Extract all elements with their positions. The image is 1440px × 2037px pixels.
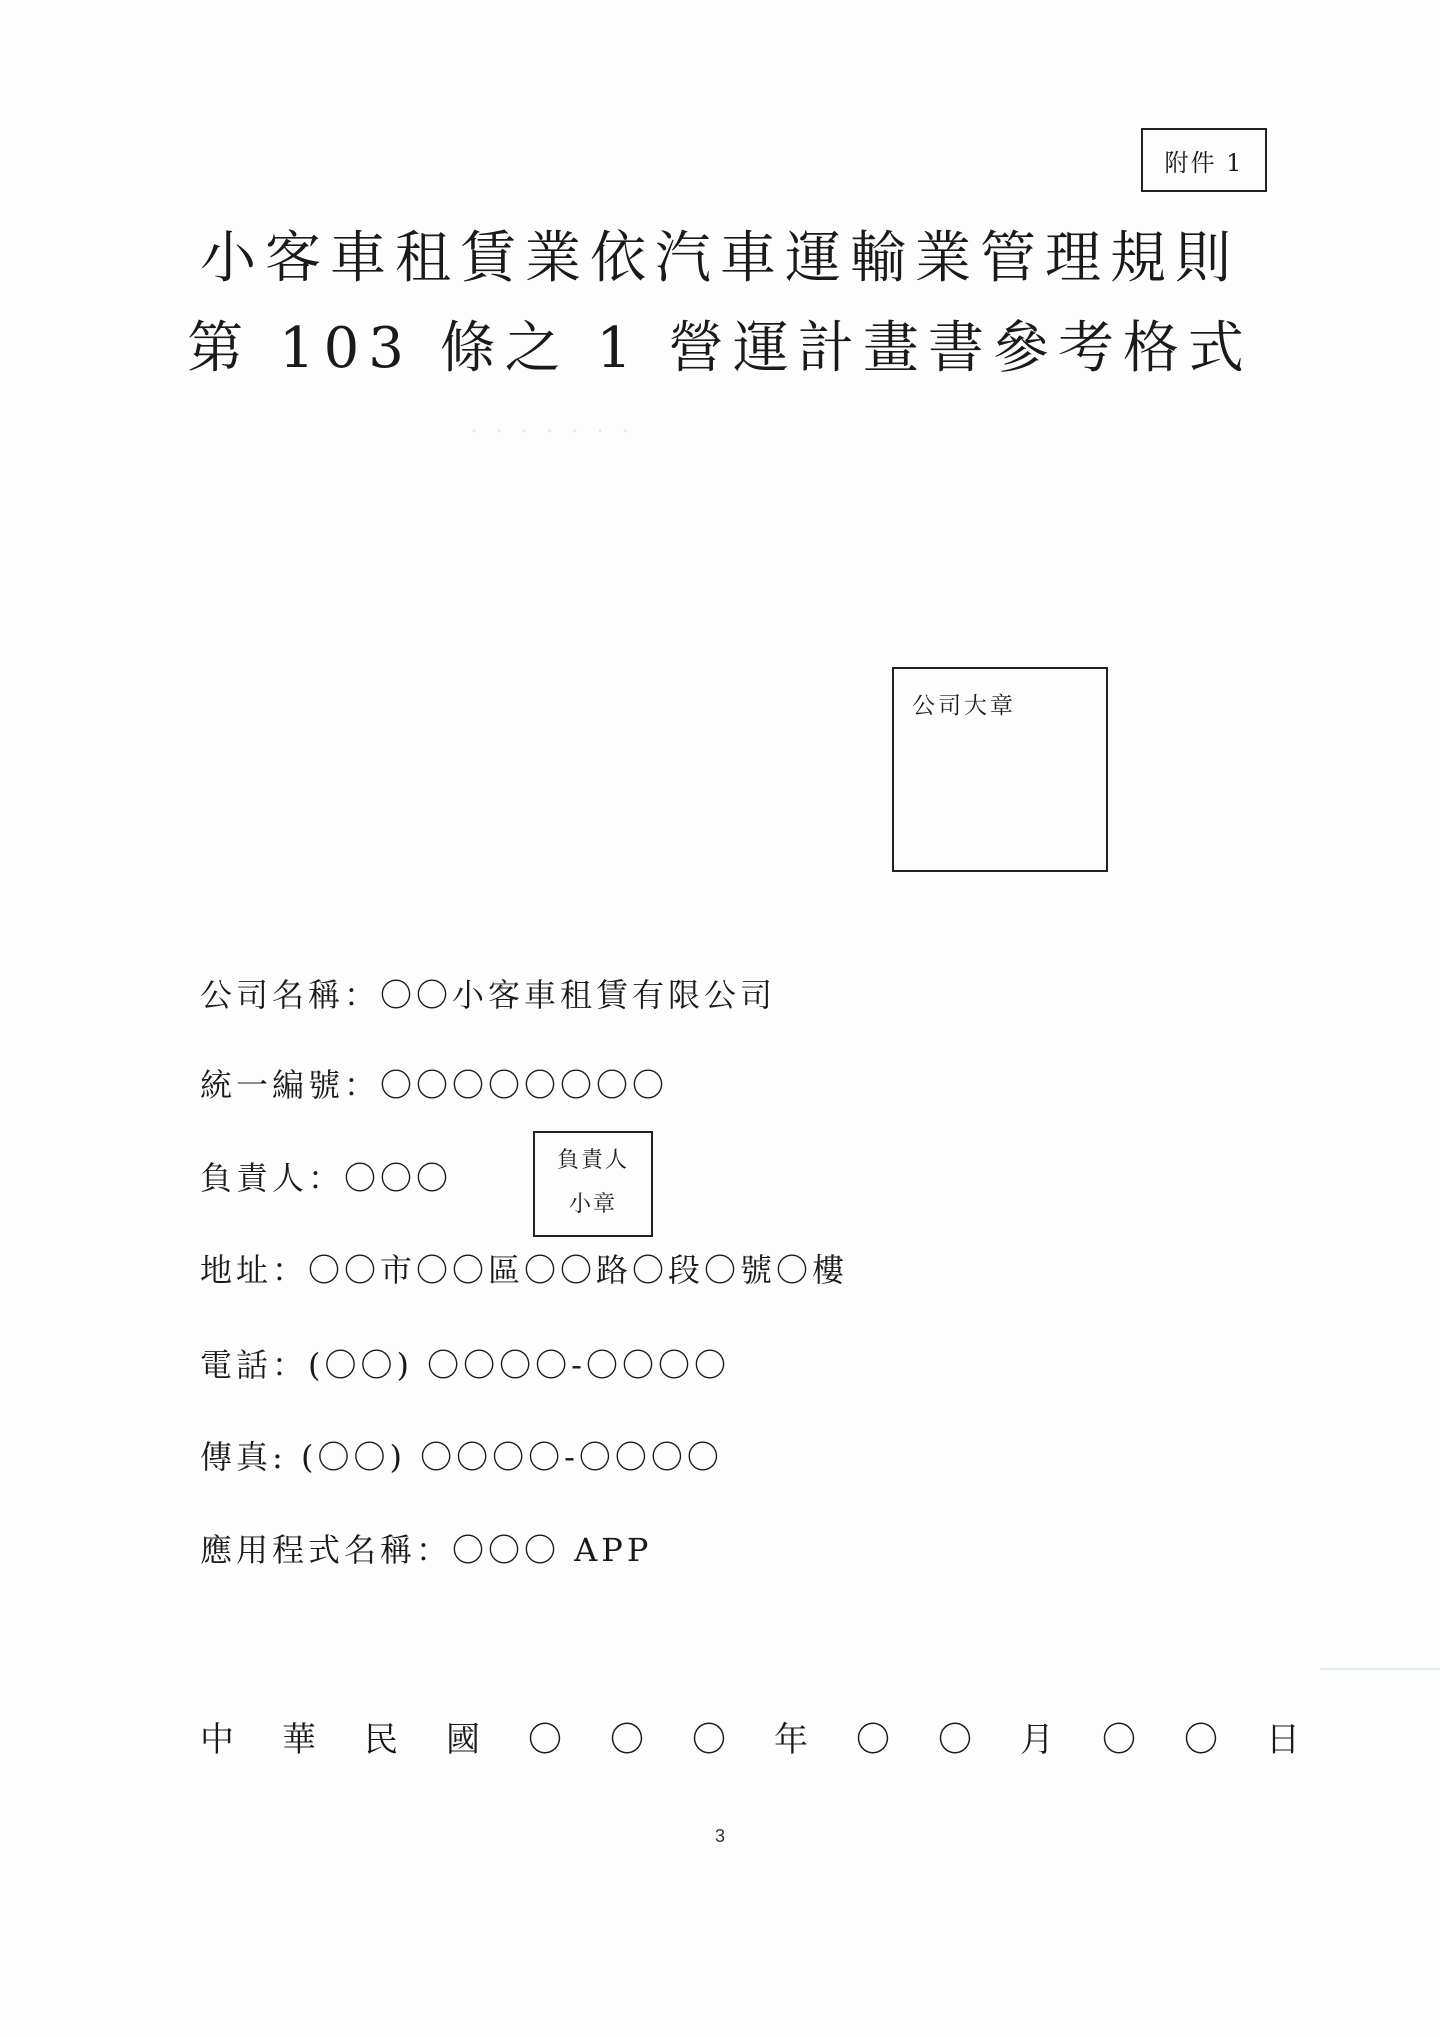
app-name-field: 應用程式名稱：〇〇〇 APP	[200, 1531, 653, 1569]
fax-field: 傳真: (〇〇) 〇〇〇〇-〇〇〇〇	[200, 1438, 723, 1476]
tax-id-field: 統一編號：〇〇〇〇〇〇〇〇	[200, 1066, 669, 1104]
owner-seal-box	[533, 1131, 653, 1237]
date-char: 民	[364, 1720, 398, 1760]
date-char: 國	[446, 1720, 480, 1760]
company-seal-label: 公司大章	[912, 693, 1016, 719]
date-year-label: 年	[774, 1720, 808, 1760]
date-year-digit: 〇	[610, 1720, 644, 1760]
date-year-digit: 〇	[528, 1720, 562, 1760]
title-line-2: 第 103 條之 1 營運計畫書參考格式	[187, 316, 1253, 381]
bleed-through-text: . . . . . . .	[470, 410, 635, 438]
date-month-label: 月	[1020, 1720, 1054, 1760]
date-row	[200, 1712, 1300, 1761]
phone-field: 電話：(〇〇) 〇〇〇〇-〇〇〇〇	[200, 1346, 730, 1384]
scan-artifact	[1320, 1668, 1440, 1670]
attachment-label-box	[1141, 128, 1267, 192]
date-day-label: 日	[1266, 1720, 1300, 1760]
page-number: 3	[714, 1826, 725, 1846]
owner-field: 負責人：〇〇〇	[200, 1159, 453, 1197]
date-year-digit: 〇	[692, 1720, 726, 1760]
owner-seal-label-1: 負責人	[556, 1148, 629, 1173]
date-month-digit: 〇	[938, 1720, 972, 1760]
date-char: 華	[282, 1720, 316, 1760]
company-seal-box	[892, 667, 1108, 872]
date-char: 中	[200, 1720, 234, 1760]
attachment-label: 附件 1	[1164, 148, 1244, 177]
address-field: 地址：〇〇市〇〇區〇〇路〇段〇號〇樓	[200, 1251, 849, 1289]
company-name-field: 公司名稱：〇〇小客車租賃有限公司	[200, 976, 777, 1014]
date-month-digit: 〇	[856, 1720, 890, 1760]
date-day-digit: 〇	[1102, 1720, 1136, 1760]
date-day-digit: 〇	[1184, 1720, 1218, 1760]
title-line-1: 小客車租賃業依汽車運輸業管理規則	[200, 226, 1240, 291]
owner-seal-label-2: 小章	[568, 1192, 617, 1217]
